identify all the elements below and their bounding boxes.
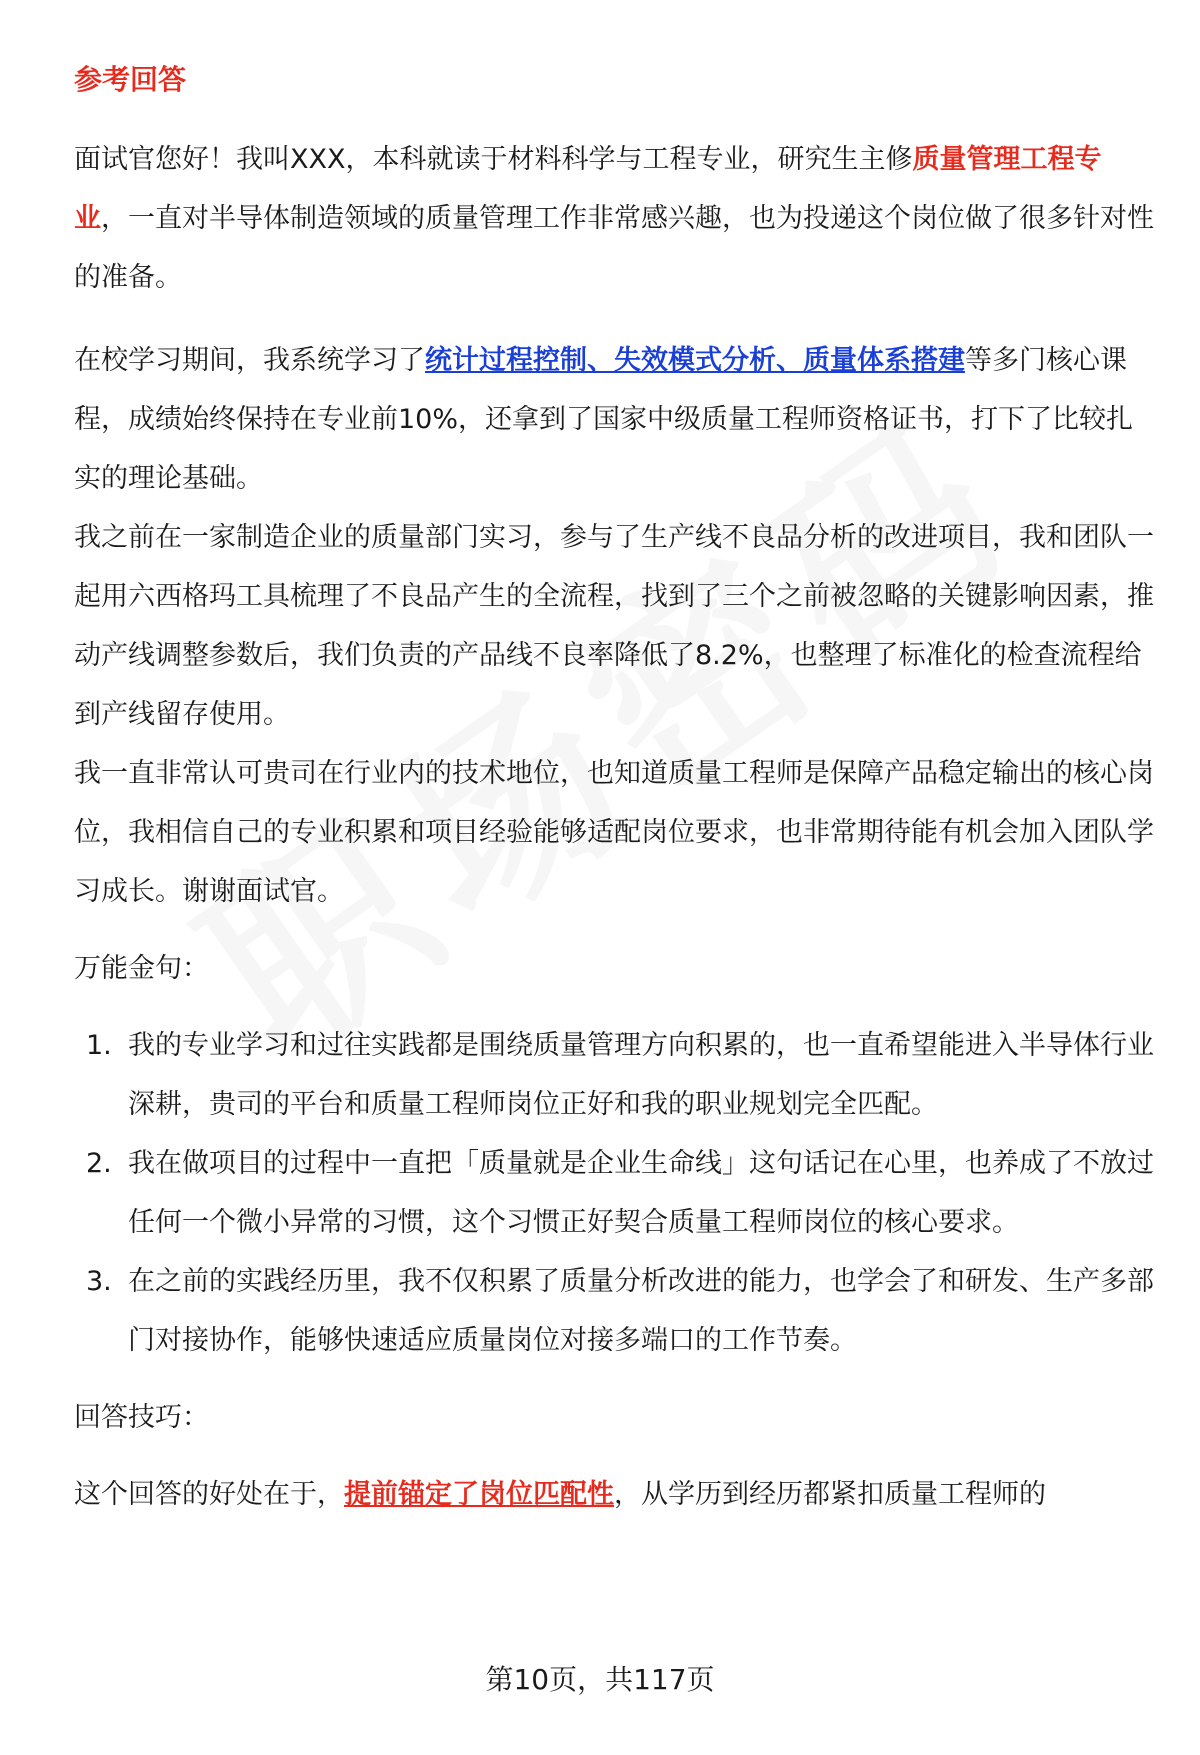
list-item-number: 3. — [86, 1266, 112, 1297]
paragraph-tips — [74, 1465, 1154, 1524]
list-item-text: 在之前的实践经历里，我不仅积累了质量分析改进的能力，也学会了和研发、生产多部门对接协作，能够快速适应质量岗位对接多端口的工作节奏。 — [128, 1266, 1154, 1356]
answer-tips-label: 回答技巧： — [74, 1402, 209, 1433]
golden-sentences-list — [74, 1016, 1154, 1370]
list-item — [74, 1134, 1154, 1252]
paragraph-closing: 我一直非常认可贵司在行业内的技术地位，也知道质量工程师是保障产品稳定输出的核心岗位，我相信自己的专业积累和项目经验能够适配岗位要求，也非常期待能有机会加入团队学习成长。谢谢面试官。 — [74, 758, 1154, 907]
list-item-text: 我的专业学习和过往实践都是围绕质量管理方向积累的，也一直希望能进入半导体行业深耕，贵司的平台和质量工程师岗位正好和我的职业规划完全匹配。 — [128, 1030, 1154, 1120]
document-content — [74, 52, 1154, 1524]
section-heading: 参考回答 — [74, 63, 187, 96]
list-item-number: 1. — [86, 1030, 112, 1061]
study-text-before: 在校学习期间，我系统学习了 — [74, 345, 425, 376]
study-text-after: 等多门核心课程，成绩始终保持在专业前10%，还拿到了国家中级质量工程师资格证书，打下了比较扎实的理论基础。 — [74, 345, 1134, 494]
list-item-text: 我在做项目的过程中一直把「质量就是企业生命线」这句话记在心里，也养成了不放过任何一个微小异常的习惯，这个习惯正好契合质量工程师岗位的核心要求。 — [128, 1148, 1154, 1238]
golden-sentences-label: 万能金句： — [74, 953, 209, 984]
list-item — [74, 1252, 1154, 1370]
paragraph-study — [74, 331, 1154, 508]
tips-text-before: 这个回答的好处在于， — [74, 1479, 344, 1510]
paragraph-internship: 我之前在一家制造企业的质量部门实习，参与了生产线不良品分析的改进项目，我和团队一起用六西格玛工具梳理了不良品产生的全流程，找到了三个之前被忽略的关键影响因素，推动产线调整参数后，我们负责的产品线不良率降低了8.2%，也整理了标准化的检查流程给到产线留存使用。 — [74, 522, 1154, 730]
study-highlight: 统计过程控制、失效模式分析、质量体系搭建 — [425, 345, 965, 376]
tips-text-after: ，从学历到经历都紧扣质量工程师的 — [614, 1479, 1046, 1510]
list-item — [74, 1016, 1154, 1134]
intro-highlight: 质量管理工程专业 — [74, 144, 1102, 234]
intro-text-before: 面试官您好！我叫XXX，本科就读于材料科学与工程专业，研究生主修 — [74, 144, 913, 175]
tips-highlight: 提前锚定了岗位匹配性 — [344, 1479, 614, 1510]
intro-text-after: ，一直对半导体制造领域的质量管理工作非常感兴趣，也为投递这个岗位做了很多针对性的准备。 — [74, 203, 1154, 293]
paragraph-intro — [74, 130, 1154, 307]
list-item-number: 2. — [86, 1148, 112, 1179]
page-number-footer: 第10页，共117页 — [485, 1663, 715, 1696]
